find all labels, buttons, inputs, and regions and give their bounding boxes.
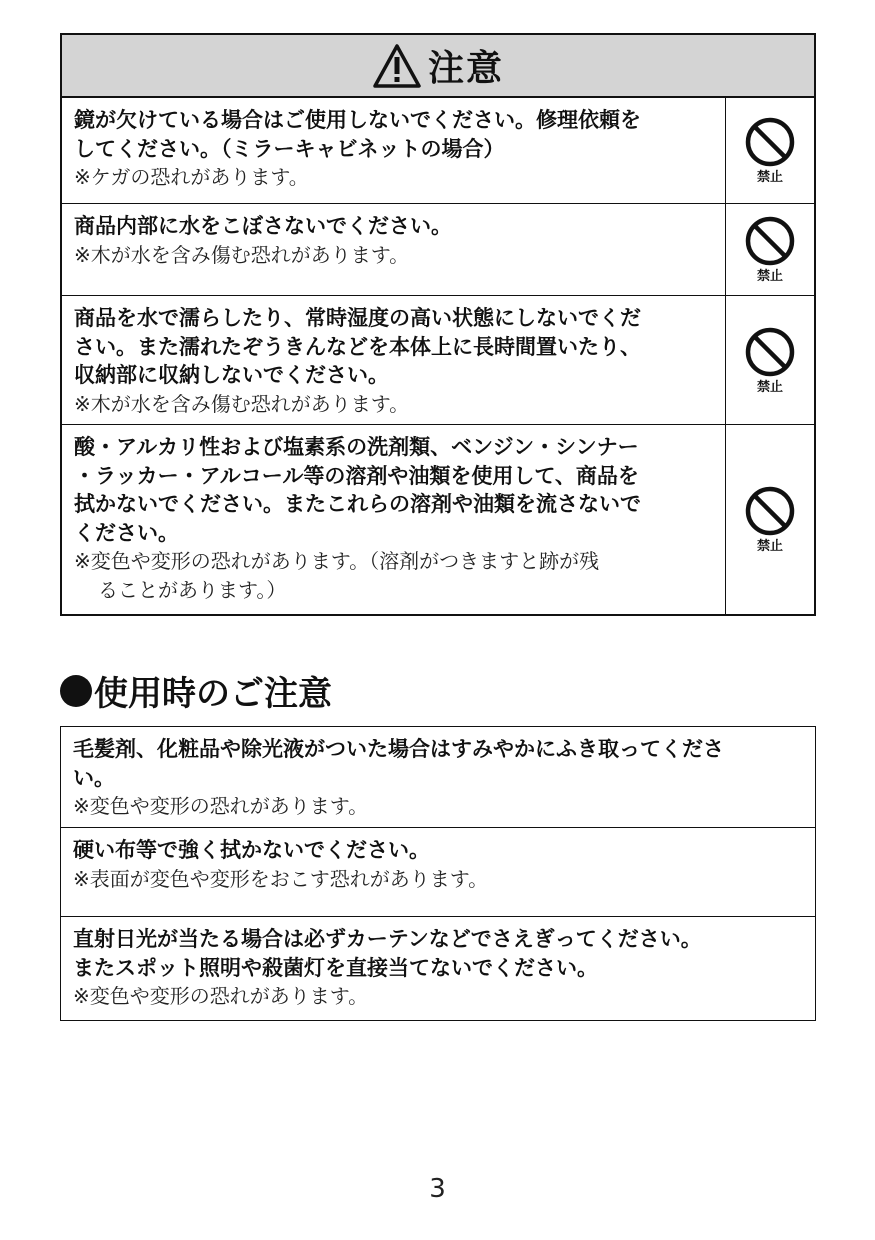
usage-text: 直射日光が当たる場合は必ずカーテンなどでさえぎってください。 — [73, 927, 702, 951]
caution-text: 拭かないでください。またこれらの溶剤や油類を流さないで — [74, 492, 641, 516]
caution-text: 商品内部に水をこぼさないでください。 — [74, 214, 452, 238]
usage-text: またスポット照明や殺菌灯を直接当てないでください。 — [73, 955, 598, 980]
prohibited-label: 禁止 — [756, 379, 783, 395]
usage-note: ※変色や変形の恐れがあります。 — [73, 984, 369, 1008]
caution-text: 収納部に収納しないでください。 — [74, 363, 389, 387]
caution-header — [62, 35, 814, 97]
caution-note: ※木が水を含み傷む恐れがあります。 — [74, 242, 410, 267]
usage-item — [61, 916, 815, 1020]
usage-note: ※変色や変形の恐れがあります。 — [73, 794, 369, 818]
warning-triangle-icon — [372, 43, 422, 89]
bullet-icon — [60, 675, 92, 707]
caution-table — [60, 33, 816, 616]
usage-text: 毛髪剤、化粧品や除光液がついた場合はすみやかにふき取ってくださ — [73, 737, 724, 761]
usage-text: い。 — [73, 765, 115, 790]
page-number: 3 — [429, 1174, 446, 1204]
usage-note: ※表面が変色や変形をおこす恐れがあります。 — [73, 866, 489, 891]
usage-item — [61, 727, 815, 827]
prohibited-label: 禁止 — [756, 170, 783, 185]
usage-item — [61, 827, 815, 916]
caution-item — [62, 203, 814, 295]
caution-text: ください。 — [74, 520, 179, 545]
caution-text: 鏡が欠けている場合はご使用しないでください。修理依頼を — [74, 108, 641, 132]
usage-title: 使用時のご注意 — [94, 674, 332, 714]
caution-item — [62, 97, 814, 203]
caution-item — [62, 424, 814, 614]
prohibited-icon — [744, 116, 796, 168]
caution-text: してください。（ミラーキャビネットの場合） — [74, 136, 505, 161]
caution-item — [62, 295, 814, 424]
caution-text: 酸・アルカリ性および塩素系の洗剤類、ベンジン・シンナー — [74, 435, 639, 459]
caution-note: ※変色や変形の恐れがあります。（溶剤がつきますと跡が残 — [74, 549, 600, 573]
prohibited-label: 禁止 — [756, 539, 783, 554]
prohibited-icon — [744, 326, 796, 378]
caution-text: さい。また濡れたぞうきんなどを本体上に長時間置いたり、 — [74, 334, 641, 359]
usage-text: 硬い布等で強く拭かないでください。 — [73, 838, 430, 862]
caution-note: ※木が水を含み傷む恐れがあります。 — [74, 391, 410, 416]
caution-text: 商品を水で濡らしたり、常時湿度の高い状態にしないでくだ — [74, 306, 641, 330]
prohibited-icon — [744, 485, 796, 537]
prohibited-mark — [726, 98, 814, 203]
prohibited-label: 禁止 — [756, 269, 783, 284]
prohibited-mark — [726, 425, 814, 614]
caution-note: ※ケガの恐れがあります。 — [74, 165, 309, 189]
caution-title: 注意 — [427, 48, 504, 89]
usage-heading — [60, 666, 332, 715]
prohibited-mark — [726, 296, 814, 424]
caution-text: ・ラッカー・アルコール等の溶剤や油類を使用して、商品を — [74, 463, 639, 488]
caution-note: ることがあります。） — [98, 577, 287, 602]
prohibited-icon — [744, 215, 796, 267]
prohibited-mark — [726, 204, 814, 295]
usage-table — [60, 726, 816, 1021]
